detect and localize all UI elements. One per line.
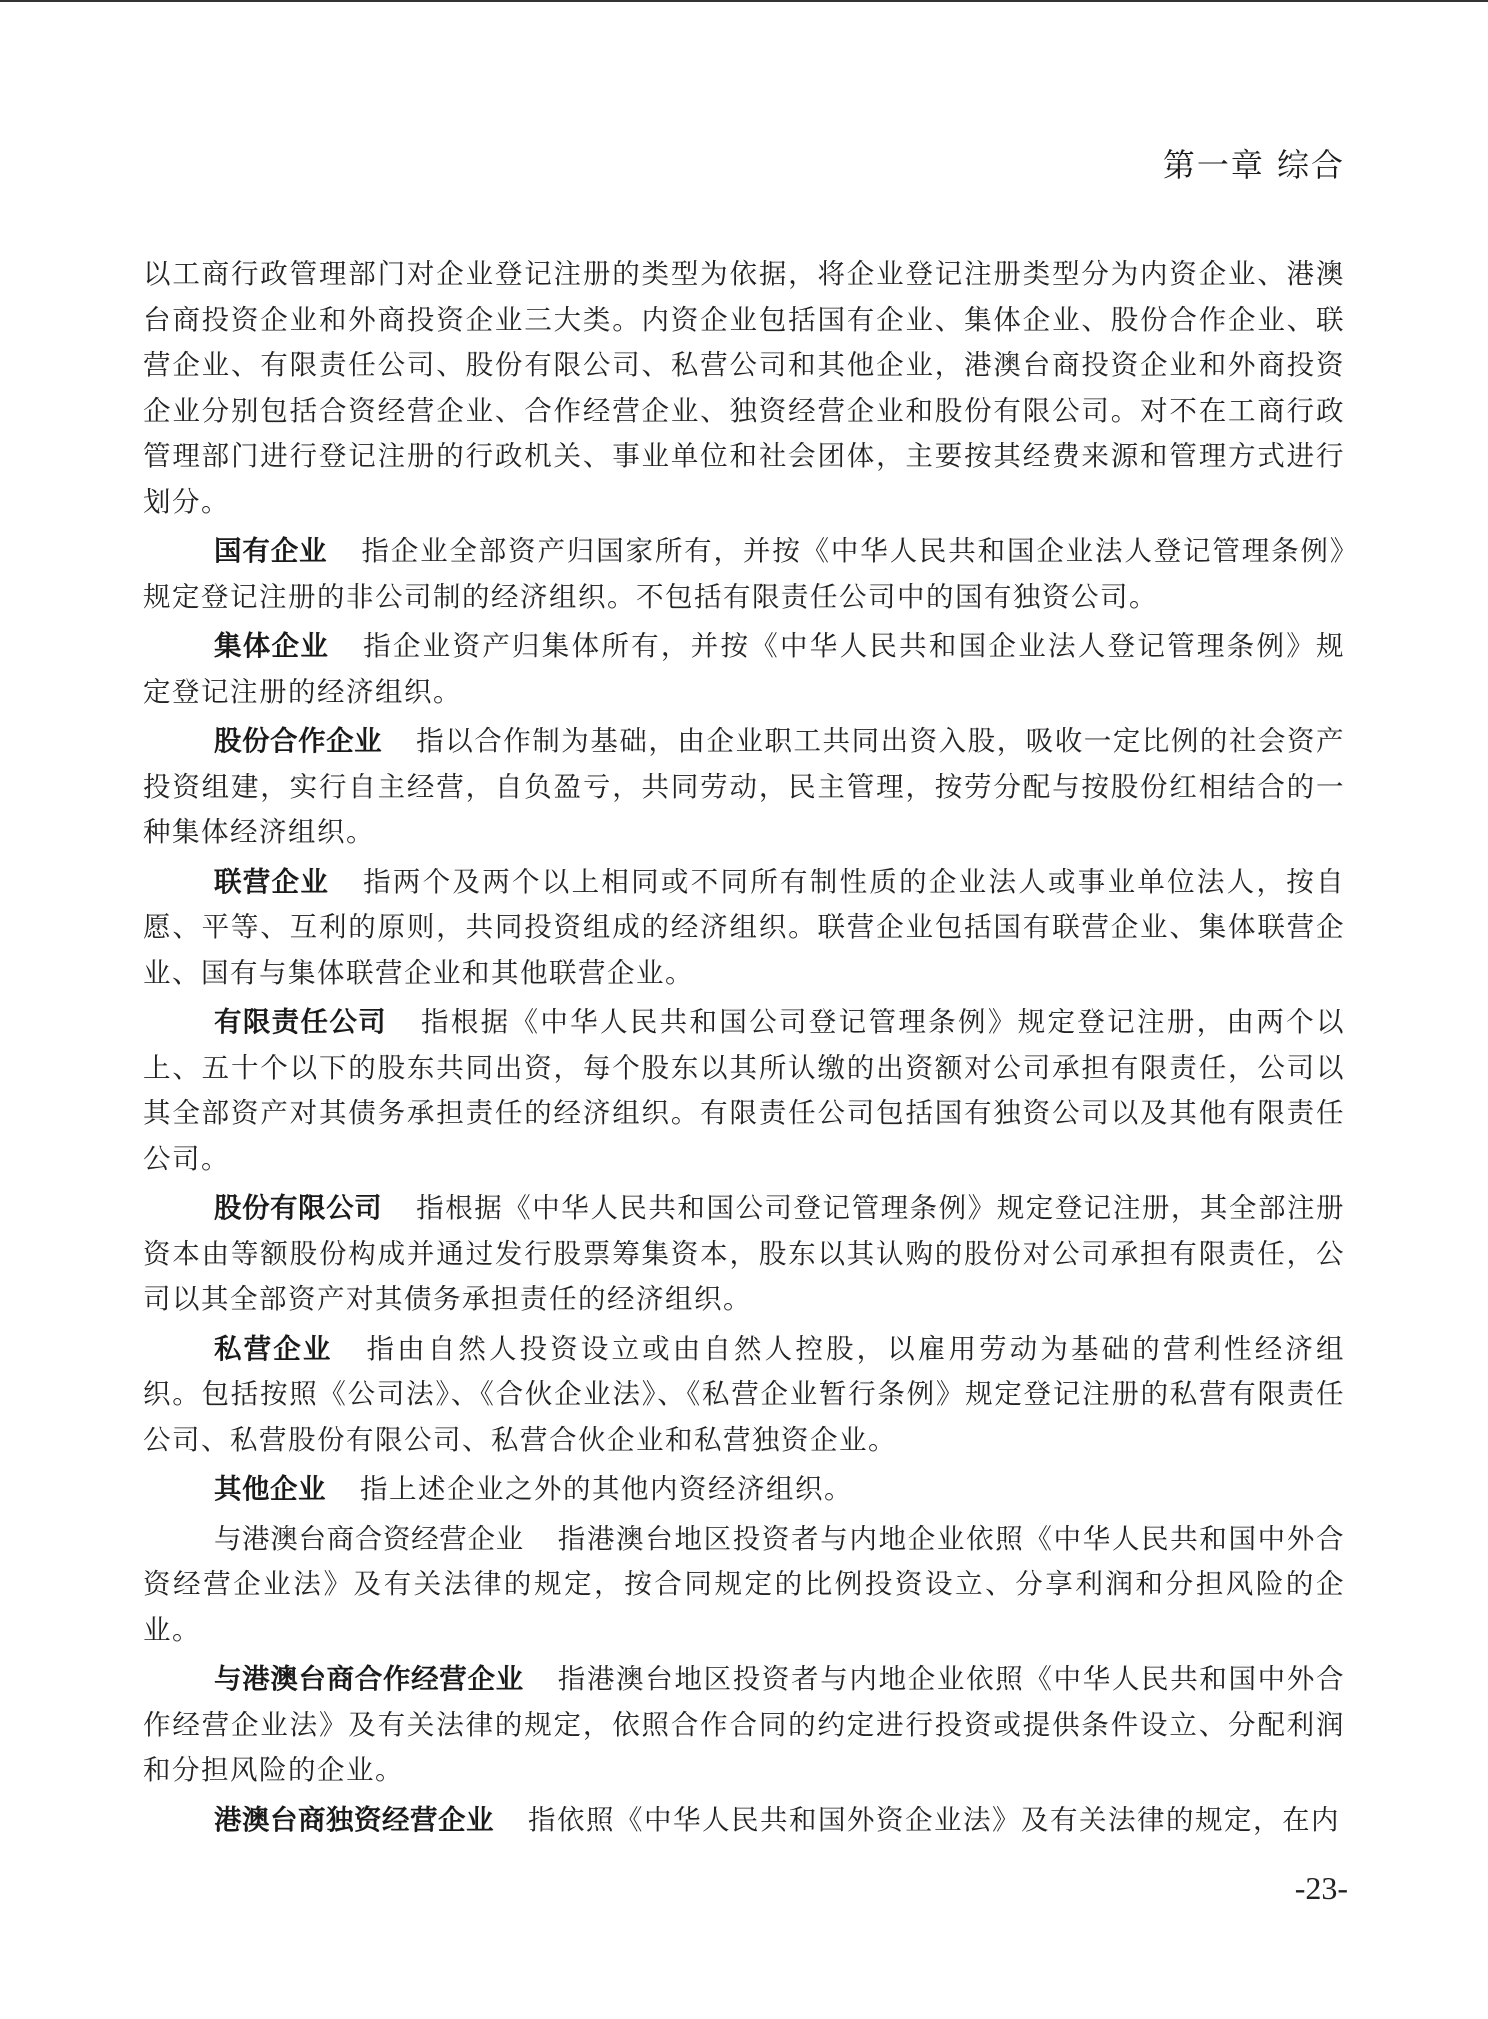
definition-paragraph: [143, 1798, 1345, 1844]
definition-text: 指企业全部资产归国家所有，并按《中华人民共和国企业法人登记管理条例》规定登记注册的非公司制的经济组织。不包括有限责任公司中的国有独资公司。: [143, 535, 1346, 613]
definition-paragraph: [143, 1657, 1345, 1794]
definition-text: 指两个及两个以上相同或不同所有制性质的企业法人或事业单位法人，按自愿、平等、互利的原则，共同投资组成的经济组织。联营企业包括国有联营企业、集体联营企业、国有与集体联营企业和其他联营企业。: [143, 865, 1346, 989]
definition-paragraph: [143, 624, 1345, 715]
intro-paragraph: 以工商行政管理部门对企业登记注册的类型为依据，将企业登记注册类型分为内资企业、港澳台商投资企业和外商投资企业三大类。内资企业包括国有企业、集体企业、股份合作企业、联营企业、有限责任公司、股份有限公司、私营公司和其他企业，港澳台商投资企业和外商投资企业分别包括合资经营企业、合作经营企业、独资经营企业和股份有限公司。对不在工商行政管理部门进行登记注册的行政机关、事业单位和社会团体，主要按其经费来源和管理方式进行划分。: [143, 258, 1345, 518]
definition-paragraph: [143, 860, 1345, 997]
definition-term: 与港澳台商合作经营企业: [214, 1663, 524, 1695]
definition-text: 指港澳台地区投资者与内地企业依照《中华人民共和国中外合资经营企业法》及有关法律的规定，按合同规定的比例投资设立、分享利润和分担风险的企业。: [143, 1522, 1346, 1646]
definition-term: 港澳台商独资经营企业: [214, 1803, 494, 1836]
definition-term: 集体企业: [214, 630, 330, 662]
definition-term: 其他企业: [214, 1473, 326, 1505]
definition-paragraph: [143, 1467, 1345, 1513]
definition-text: 指以合作制为基础，由企业职工共同出资入股，吸收一定比例的社会资产投资组建，实行自主经营，自负盈亏，共同劳动，民主管理，按劳分配与按股份红相结合的一种集体经济组织。: [143, 725, 1346, 848]
top-border-line: [0, 0, 1488, 2]
definition-term: 联营企业: [214, 865, 330, 898]
definition-term: 有限责任公司: [214, 1006, 387, 1038]
definition-text: 指港澳台地区投资者与内地企业依照《中华人民共和国中外合作经营企业法》及有关法律的规定，依照合作合同的约定进行投资或提供条件设立、分配利润和分担风险的企业。: [143, 1663, 1346, 1786]
definition-term: 国有企业: [214, 535, 328, 567]
definition-term: 股份有限公司: [214, 1192, 383, 1224]
definition-text: 指由自然人投资设立或由自然人控股，以雇用劳动为基础的营利性经济组织。包括按照《公司法》、《合伙企业法》、《私营企业暂行条例》规定登记注册的私营有限责任公司、私营股份有限公司、私营合伙企业和私营独资企业。: [143, 1332, 1345, 1456]
definition-paragraph: [143, 719, 1345, 856]
definition-paragraph: [143, 1517, 1345, 1654]
definition-paragraph: [143, 529, 1345, 620]
document-body: [143, 252, 1345, 1843]
page-number: -23-: [1294, 1870, 1348, 1906]
definition-term: 与港澳台商合资经营企业: [214, 1522, 524, 1555]
definition-text: 指根据《中华人民共和国公司登记管理条例》规定登记注册，由两个以上、五十个以下的股东共同出资，每个股东以其所认缴的出资额对公司承担有限责任，公司以其全部资产对其债务承担责任的经济组织。有限责任公司包括国有独资公司以及其他有限责任公司。: [143, 1006, 1345, 1175]
chapter-title: 第一章 综合: [1162, 146, 1345, 184]
definition-term: 私营企业: [214, 1332, 333, 1365]
definition-paragraph: [143, 1327, 1345, 1464]
definition-paragraph: [143, 1186, 1345, 1323]
definition-term: 股份合作企业: [214, 725, 383, 757]
definition-paragraph: [143, 1000, 1345, 1182]
definition-text: 指企业资产归集体所有，并按《中华人民共和国企业法人登记管理条例》规定登记注册的经济组织。: [143, 630, 1346, 708]
definition-text: 指上述企业之外的其他内资经济组织。: [360, 1473, 853, 1505]
definition-text: 指根据《中华人民共和国公司登记管理条例》规定登记注册，其全部注册资本由等额股份构成并通过发行股票筹集资本，股东以其认购的股份对公司承担有限责任，公司以其全部资产对其债务承担责任的经济组织。: [143, 1192, 1346, 1315]
definition-text: 指依照《中华人民共和国外资企业法》及有关法律的规定，在内: [528, 1803, 1340, 1836]
